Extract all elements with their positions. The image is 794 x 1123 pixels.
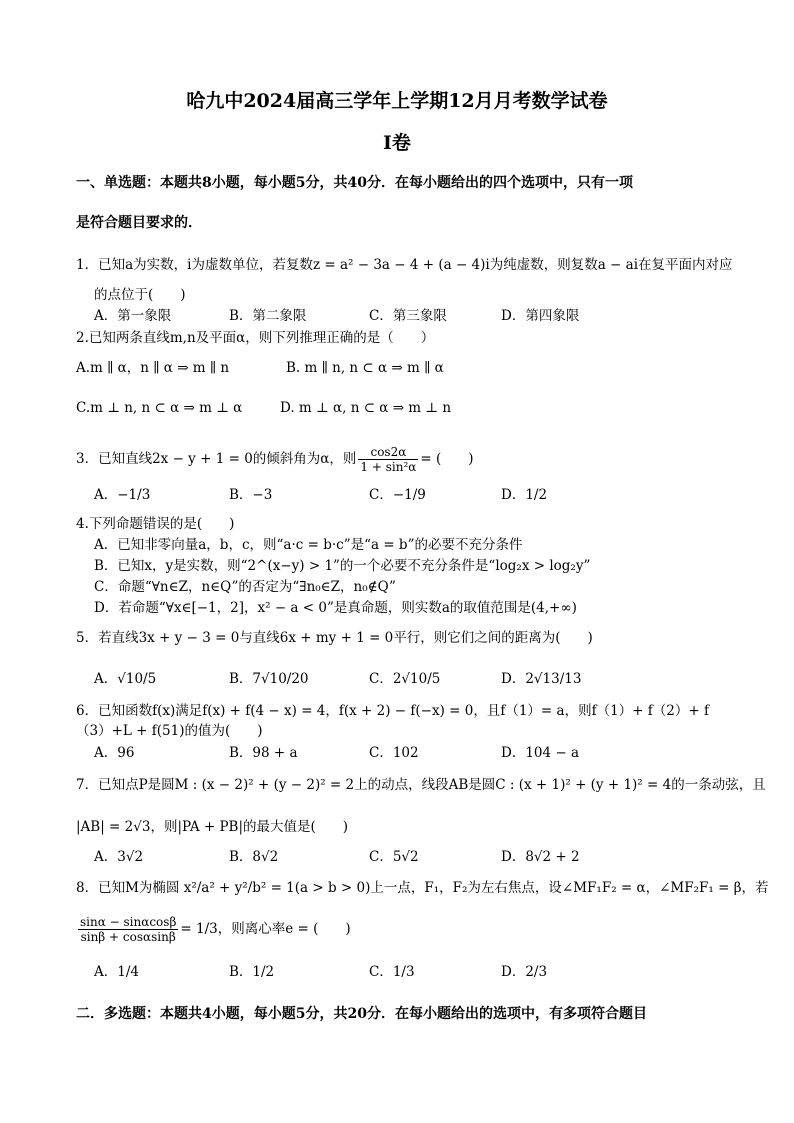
q1-option-c: C．第三象限 bbox=[369, 308, 447, 324]
q6-option-c: C．102 bbox=[369, 745, 419, 761]
q5-option-b: B．7√10/20 bbox=[229, 671, 309, 687]
q4-option-c: C．命题“∀n∈Z，n∈Q”的否定为“∃n₀∈Z，n₀∉Q” bbox=[94, 579, 396, 595]
q5-option-c: C．2√10/5 bbox=[369, 671, 441, 687]
q8-condition-tail: = 1/3，则离心率e = ( ) bbox=[180, 921, 351, 937]
q8-condition bbox=[76, 911, 351, 947]
section1-heading: 一、单选题：本题共8小题，每小题5分，共40分．在每小题给出的四个选项中，只有一项 bbox=[76, 175, 633, 191]
q7-option-d: D．8√2 + 2 bbox=[501, 849, 580, 865]
q4-option-a: A．已知非零向量a，b，c，则“a·c = b·c”是“a = b”的必要不充分条件 bbox=[94, 537, 523, 553]
section1-heading-cont: 是符合题目要求的． bbox=[76, 215, 202, 231]
q1-stem: 1．已知a为实数，i为虚数单位，若复数z = a² − 3a − 4 + (a − 4)i为纯虚数，则复数a − ai在复平面内对应 bbox=[76, 257, 733, 273]
q1-option-b: B．第二象限 bbox=[229, 308, 307, 324]
q8-fraction-denominator: sinβ + cosαsinβ bbox=[80, 930, 176, 944]
q4-stem: 4.下列命题错误的是( ) bbox=[76, 516, 235, 532]
q8-option-c: C．1/3 bbox=[369, 964, 415, 980]
q3-stem-b: = ( ) bbox=[420, 451, 474, 467]
q3-stem bbox=[76, 441, 474, 477]
q2-stem: 2.已知两条直线m,n及平面α，则下列推理正确的是（ ） bbox=[76, 330, 435, 346]
q5-stem: 5．若直线3x + y − 3 = 0与直线6x + my + 1 = 0平行，则它们之间的距离为( ) bbox=[76, 630, 593, 646]
q3-option-d: D．1/2 bbox=[501, 487, 548, 503]
q7-option-b: B．8√2 bbox=[229, 849, 279, 865]
q8-option-a: A．1/4 bbox=[94, 964, 139, 980]
q6-option-a: A．96 bbox=[94, 745, 135, 761]
q7-stem-cont: |AB| = 2√3，则|PA + PB|的最大值是( ) bbox=[76, 819, 349, 835]
volume-label: I卷 bbox=[383, 132, 411, 154]
q3-fraction-numerator: cos2α bbox=[358, 445, 418, 460]
q2-option-d: D. m ⊥ α, n ⊂ α ⇒ m ⊥ n bbox=[280, 400, 452, 416]
q3-fraction bbox=[358, 445, 418, 474]
q5-option-d: D．2√13/13 bbox=[501, 671, 582, 687]
q3-option-a: A．−1/3 bbox=[94, 487, 151, 503]
q8-option-b: B．1/2 bbox=[229, 964, 275, 980]
q7-option-a: A．3√2 bbox=[94, 849, 144, 865]
q2-option-a: A.m ∥ α，n ∥ α ⇒ m ∥ n bbox=[76, 360, 230, 376]
section2-heading: 二．多选题：本题共4小题，每小题5分，共20分．在每小题给出的选项中，有多项符合题目 bbox=[76, 1006, 647, 1022]
q5-option-a: A．√10/5 bbox=[94, 671, 157, 687]
q4-option-b: B．已知x，y是实数，则“2^(x−y) > 1”的一个必要不充分条件是“log₂x > log₂y” bbox=[94, 558, 591, 574]
q3-option-b: B．−3 bbox=[229, 487, 273, 503]
q1-stem-cont: 的点位于( ) bbox=[94, 287, 186, 303]
q7-stem: 7．已知点P是圆M : (x − 2)² + (y − 2)² = 2上的动点，线段AB是圆C : (x + 1)² + (y + 1)² = 4的一条动弦，且 bbox=[76, 777, 766, 793]
q3-option-c: C．−1/9 bbox=[369, 487, 426, 503]
q1-option-d: D．第四象限 bbox=[501, 308, 580, 324]
q8-fraction bbox=[78, 915, 178, 944]
q2-option-c: C.m ⊥ n, n ⊂ α ⇒ m ⊥ α bbox=[76, 400, 243, 416]
q8-option-d: D．2/3 bbox=[501, 964, 548, 980]
q4-option-d: D．若命题“∀x∈[−1，2]，x² − a < 0”是真命题，则实数a的取值范围是(4,+∞) bbox=[94, 600, 577, 616]
q3-stem-a: 3．已知直线2x − y + 1 = 0的倾斜角为α，则 bbox=[76, 451, 357, 467]
q1-option-a: A．第一象限 bbox=[94, 308, 172, 324]
q8-stem: 8．已知M为椭圆 x²/a² + y²/b² = 1(a > b > 0)上一点，F₁，F₂为左右焦点，设∠MF₁F₂ = α，∠MF₂F₁ = β，若 bbox=[76, 880, 769, 896]
q3-fraction-denominator: 1 + sin²α bbox=[360, 460, 417, 474]
q6-stem-cont: （3）+L + f(51)的值为( ) bbox=[76, 723, 263, 739]
exam-title: 哈九中2024届高三学年上学期12月月考数学试卷 bbox=[186, 90, 608, 112]
q6-option-d: D．104 − a bbox=[501, 745, 580, 761]
q7-option-c: C．5√2 bbox=[369, 849, 419, 865]
q6-option-b: B．98 + a bbox=[229, 745, 298, 761]
q2-option-b: B. m ∥ n, n ⊂ α ⇒ m ∥ α bbox=[286, 360, 444, 376]
q8-fraction-numerator: sinα − sinαcosβ bbox=[80, 915, 177, 929]
q6-stem: 6．已知函数f(x)满足f(x) + f(4 − x) = 4，f(x + 2) − f(−x) = 0，且f（1）= a，则f（1）+ f（2）+ f bbox=[76, 703, 709, 719]
